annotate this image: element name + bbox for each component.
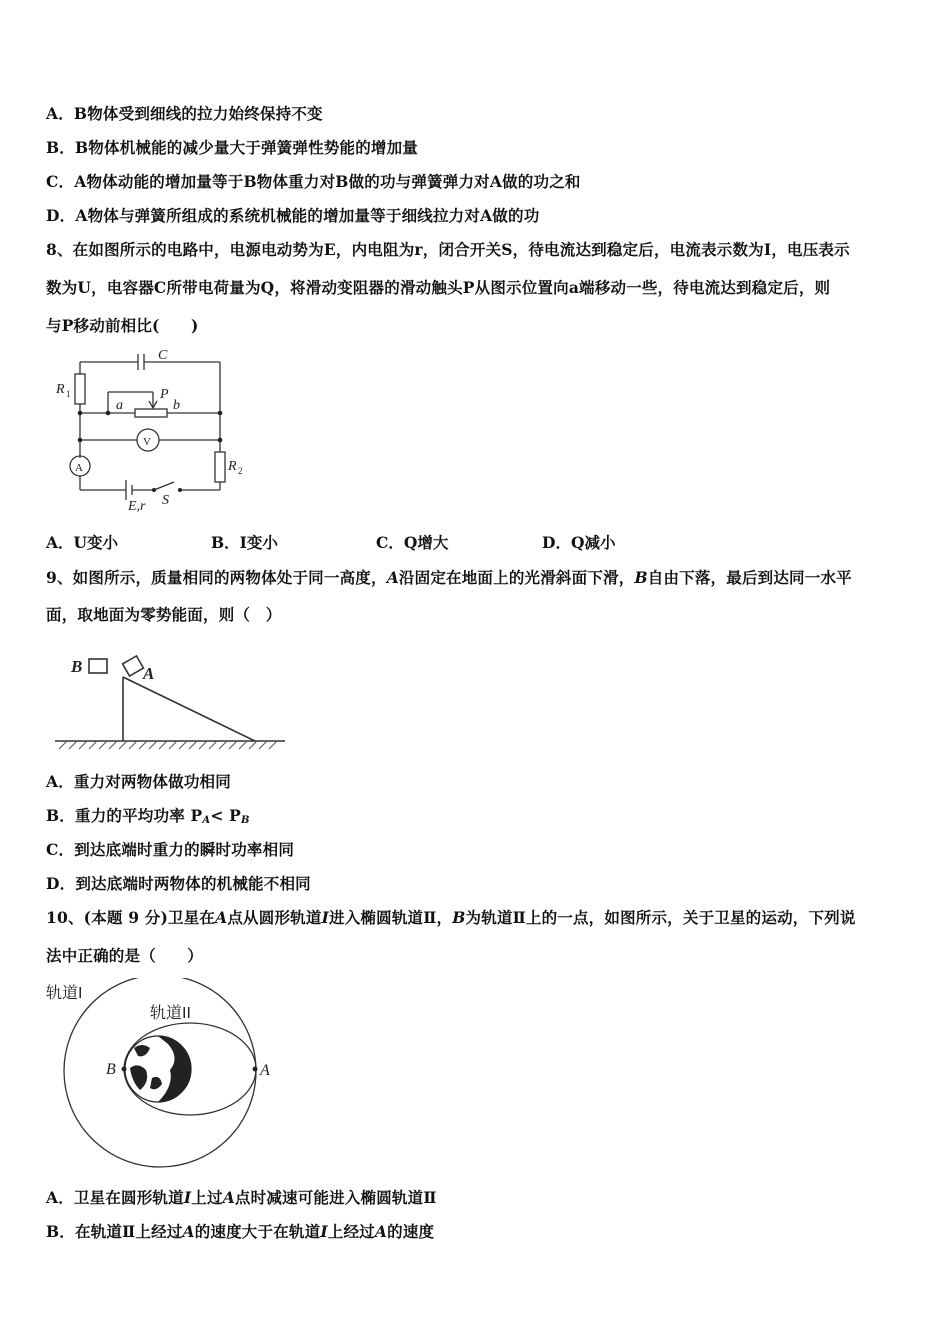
q9-stem-text: 9、如图所示，质量相同的两物体处于同一高度， [46,568,387,587]
q10-option-a-var-a: A [222,1188,235,1207]
q10-stem-line2: 法中正确的是（ ） [46,946,204,965]
q9-option-b-sub-b: B [240,815,250,826]
q8-option-c: C．Q增大 [376,533,449,552]
q10-option-b [46,1220,434,1242]
r1-subscript: 1 [66,389,71,399]
rheostat-b-label: b [173,398,180,413]
point-b-label: B [106,1061,116,1078]
q9-option-d: D．到达底端时两物体的机械能不相同 [46,874,311,893]
q10-stem-text: 为轨道Ⅱ上的一点，如图所示，关于卫星的运动，下列说 [465,908,856,927]
orbit-2-label: 轨道II [150,1005,191,1022]
q8-stem-line2: 数为U，电容器C所带电荷量为Q，将滑动变阻器的滑动触头P从图示位置向a端移动一些，待电流达到稳定后，则 [46,278,831,297]
capacitor-label: C [158,348,168,363]
r2-label: R [228,459,237,474]
q10-option-a-var-i: I [183,1188,192,1207]
point-a-label: A [260,1062,270,1079]
q9-stem-text: 自由下落，最后到达同一水平 [647,568,852,587]
q8-stem-line3: 与P移动前相比( ) [46,316,199,335]
q8-stem-line1: 8、在如图所示的电路中，电源电动势为E，内电阻为r，闭合开关S，待电流达到稳定后，电流表示数为I，电压表示 [46,240,850,259]
q10-option-a-text: 点时减速可能进入椭圆轨道Ⅱ [234,1188,437,1207]
q9-option-b-text: < P [210,806,241,825]
q9-var-b: B [634,568,648,587]
orbit-diagram [42,978,282,1173]
q9-stem-text: 沿固定在地面上的光滑斜面下滑， [398,568,635,587]
q7-option-a: A．B物体受到细线的拉力始终保持不变 [46,104,323,123]
q10-option-b-text: 上经过 [327,1222,375,1241]
q10-stem-text: 点从圆形轨道 [227,908,322,927]
q10-var-a: A [215,908,228,927]
q7-option-d: D．A物体与弹簧所组成的系统机械能的增加量等于细线拉力对A做的功 [46,206,540,225]
q9-option-b [46,804,250,826]
incline-diagram [55,645,290,755]
q7-option-b: B．B物体机械能的减少量大于弹簧弹性势能的增加量 [46,138,419,157]
q10-stem-text: 10、(本题 9 分)卫星在 [46,908,216,927]
q10-option-a-text: A．卫星在圆形轨道 [46,1188,184,1207]
q9-stem-line1 [46,566,852,588]
block-b-label: B [71,657,83,676]
rheostat-a-label: a [116,398,123,413]
switch-label: S [162,493,169,508]
q10-option-b-text: B．在轨道Ⅱ上经过 [46,1222,183,1241]
circuit-diagram [50,342,260,514]
slider-p-label: P [160,387,169,402]
q9-option-a: A．重力对两物体做功相同 [46,772,231,791]
orbit-1-label: 轨道I [46,985,83,1002]
q10-option-b-text: 的速度 [387,1222,435,1241]
q9-option-b-sub-a: A [202,815,211,826]
voltmeter-label: V [143,436,151,448]
q9-var-a: A [386,568,399,587]
q10-option-b-var-a: A [182,1222,195,1241]
block-a-label: A [143,664,155,683]
q10-stem-text: 进入椭圆轨道Ⅱ， [329,908,453,927]
r1-label: R [56,382,65,397]
q9-option-b-text: B．重力的平均功率 P [46,806,203,825]
q10-option-b-text: 的速度大于在轨道 [194,1222,321,1241]
q7-option-c: C．A物体动能的增加量等于B物体重力对B做的功与弹簧弹力对A做的功之和 [46,172,581,191]
q10-var-b: B [452,908,466,927]
q8-option-b: B．I变小 [211,533,278,552]
q8-option-d: D．Q减小 [542,533,616,552]
ammeter-label: A [75,462,83,474]
q10-var-i: I [321,908,330,927]
q9-option-c: C．到达底端时重力的瞬时功率相同 [46,840,295,859]
q10-option-a [46,1186,437,1208]
q10-option-b-var-i: I [320,1222,328,1241]
q10-stem-line1 [46,906,856,928]
battery-label: E,r [128,499,146,514]
q9-stem-line2: 面，取地面为零势能面，则（ ） [46,605,282,624]
q8-option-a: A．U变小 [46,533,119,552]
q10-option-a-text: 上过 [191,1188,223,1207]
q10-option-b-var-a: A [374,1222,388,1241]
r2-subscript: 2 [238,466,243,476]
